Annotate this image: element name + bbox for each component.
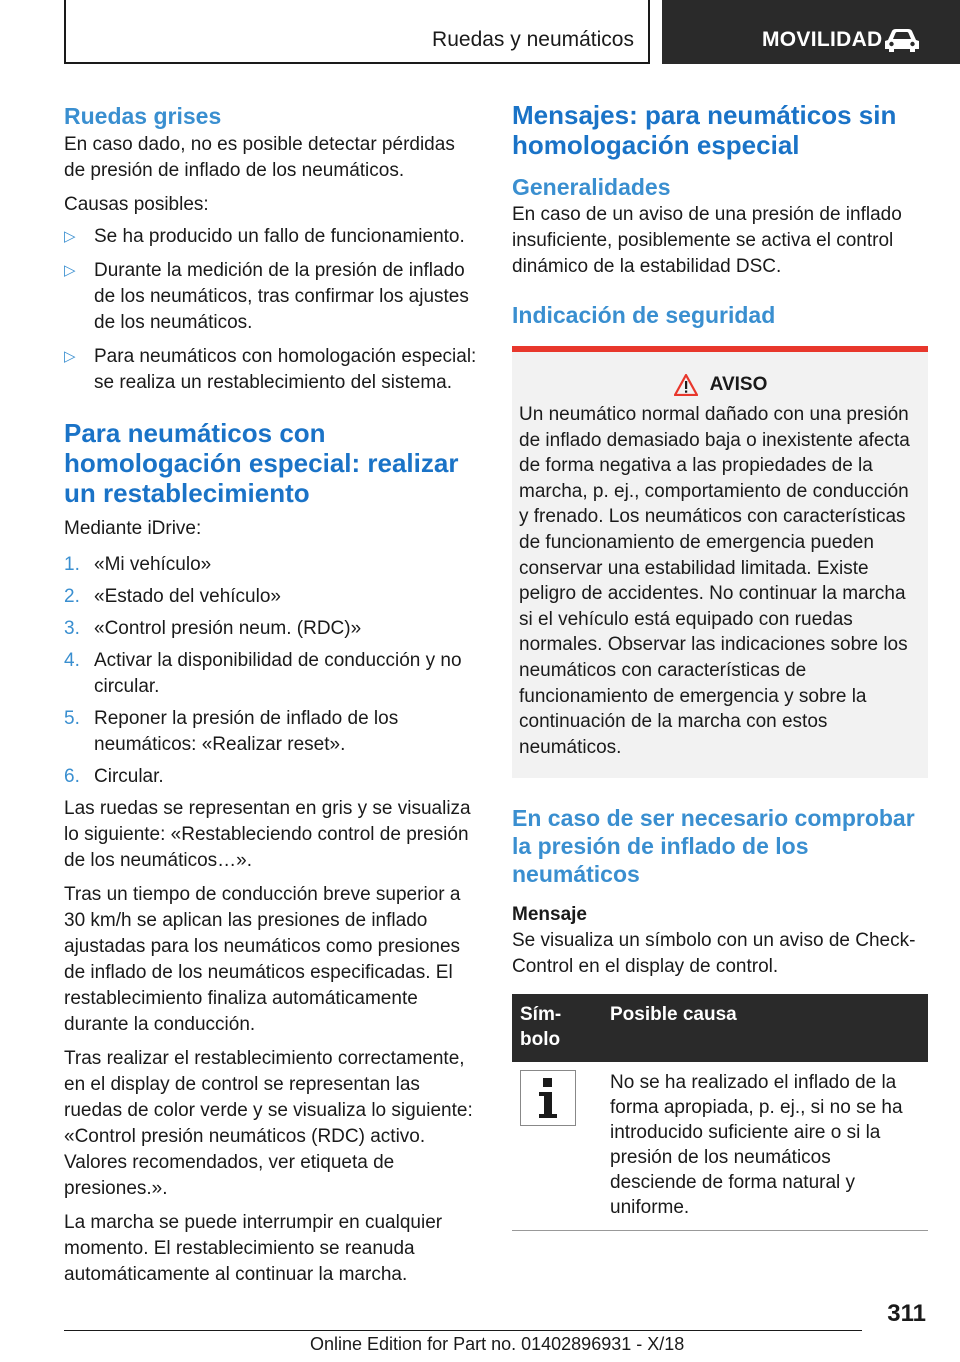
paragraph: En caso dado, no es posible detectar pérdidas de presión de inflado de los neumáticos. — [64, 134, 455, 181]
steps-list — [64, 552, 478, 790]
header-chapter-title: MOVILIDAD — [762, 28, 883, 51]
triangle-bullet-icon: ▷ — [64, 228, 76, 245]
right-column — [512, 100, 928, 1231]
footer-divider — [64, 1330, 862, 1331]
table-header-symbol: Sím- bolo — [512, 994, 602, 1062]
list-item: ▷ Para neumáticos con homologación especial: se realiza un restablecimiento del sistema. — [64, 346, 477, 393]
heading-comprobar-presion: En caso de ser necesario comprobar la presión de inflado de los neumáticos — [512, 805, 915, 888]
paragraph: Causas posibles: — [64, 194, 209, 215]
paragraph: Mediante iDrive: — [64, 518, 202, 539]
left-column — [64, 100, 478, 1288]
causes-list — [64, 224, 478, 396]
heading-indicacion-seguridad: Indicación de seguridad — [512, 302, 776, 328]
heading-ruedas-grises: Ruedas grises — [64, 103, 222, 129]
car-icon — [882, 26, 922, 54]
messages-table — [512, 994, 928, 1231]
table-row — [512, 1062, 928, 1231]
table-header-cause: Posible causa — [602, 994, 928, 1062]
paragraph: Las ruedas se representan en gris y se visualiza lo siguiente: «Restableciendo control de presión de los neumáticos…». — [64, 798, 471, 871]
warning-box — [512, 346, 928, 778]
triangle-bullet-icon: ▷ — [64, 348, 76, 365]
list-item: 2. «Estado del vehículo» — [64, 586, 281, 607]
list-item: 4. Activar la disponibilidad de conducción y no circular. — [64, 650, 462, 697]
paragraph: Se visualiza un símbolo con un aviso de Check-Control en el display de control. — [512, 930, 916, 978]
list-item: ▷ Se ha producido un fallo de funcionamiento. — [64, 224, 478, 250]
heading-mensajes: Mensajes: para neumáticos sin homologación especial — [512, 100, 897, 160]
list-item: 6. Circular. — [64, 766, 164, 787]
warning-text: Un neumático normal dañado con una presión de inflado demasiado baja o inexistente afecta de forma negativa a las propiedades de la marcha, p. ej., comportamiento de conducción y frenado. Los neumáticos con características de funcionamiento de emergencia pueden conservar una estabilidad limitada. Existe peligro de accidentes. No continuar la marcha si el vehículo está equipado con ruedas normales. Observar las indicaciones sobre los neumáticos con características de funcionamiento de emergencia y sobre la continuación de la marcha con estos neumáticos. — [519, 404, 910, 758]
heading-restablecimiento: Para neumáticos con homologación especial: realizar un restablecimiento — [64, 418, 459, 508]
paragraph: Tras realizar el restablecimiento correctamente, en el display de control se representan las ruedas de color verde y se visualiza lo siguiente: «Control presión neumáticos (RDC) activo. Valores recomendados, ver etiqueta de presiones.». — [64, 1048, 473, 1199]
table-header-row — [512, 994, 928, 1062]
list-item: 3. «Control presión neum. (RDC)» — [64, 618, 362, 639]
paragraph: La marcha se puede interrumpir en cualquier momento. El restablecimiento se reanuda automáticamente al continuar la marcha. — [64, 1212, 443, 1285]
info-icon — [520, 1070, 576, 1126]
subheading-mensaje: Mensaje — [512, 904, 587, 926]
warning-title: AVISO — [519, 372, 922, 398]
list-item: 1. «Mi vehículo» — [64, 554, 212, 575]
header-section-box — [64, 0, 650, 64]
paragraph: Tras un tiempo de conducción breve superior a 30 km/h se aplican las presiones de inflado ajustadas para los neumáticos como presiones de inflado de los neumáticos especificadas. El restablecimiento finaliza automáticamente durante la conducción. — [64, 884, 461, 1035]
heading-generalidades: Generalidades — [512, 174, 671, 200]
warning-triangle-icon — [674, 374, 698, 396]
header-section-title: Ruedas y neumáticos — [432, 28, 634, 51]
footer-edition: Online Edition for Part no. 01402896931 - X/18 — [310, 1334, 685, 1354]
paragraph: En caso de un aviso de una presión de inflado insuficiente, posiblemente se activa el control dinámico de la estabilidad DSC. — [512, 204, 902, 277]
list-item: ▷ Durante la medición de la presión de inflado de los neumáticos, tras confirmar los ajustes de los neumáticos. — [64, 260, 469, 333]
page-number: 311 — [887, 1300, 926, 1327]
table-cell-cause: No se ha realizado el inflado de la forma apropiada, p. ej., si no se ha introducido suficiente aire o si la presión de los neumáticos desciende de forma natural y uniforme. — [602, 1062, 928, 1231]
table-cell-symbol — [512, 1062, 602, 1231]
triangle-bullet-icon: ▷ — [64, 262, 76, 279]
list-item: 5. Reponer la presión de inflado de los neumáticos: «Realizar reset». — [64, 708, 399, 755]
